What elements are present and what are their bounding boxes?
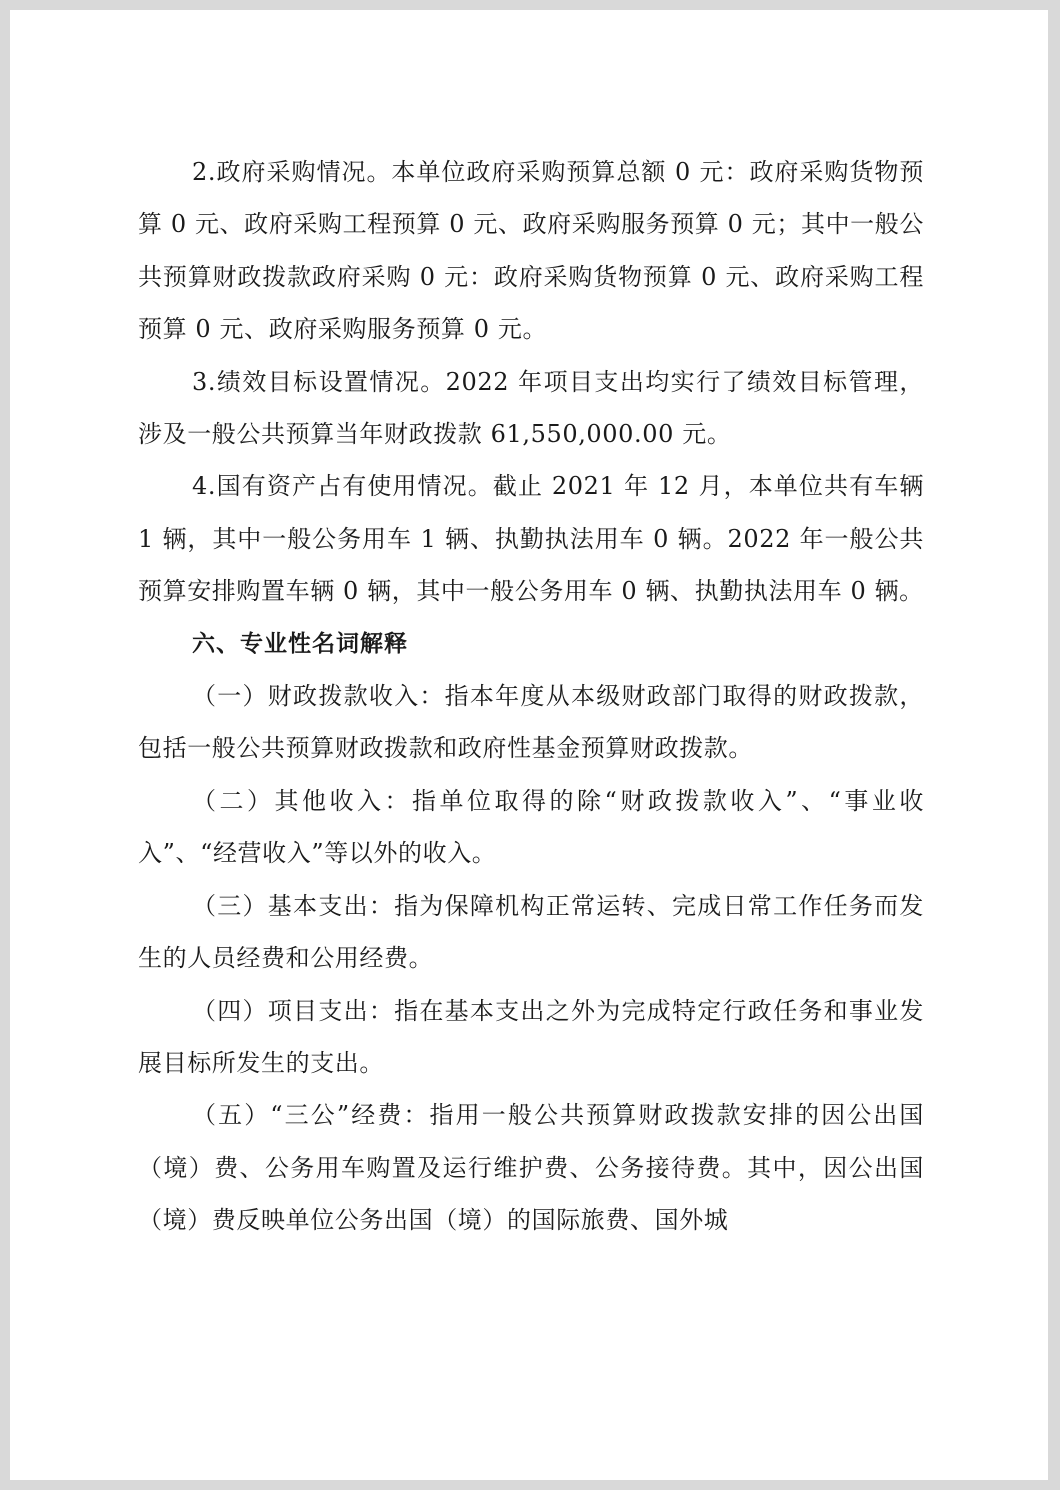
- section-heading: 六、专业性名词解释: [192, 630, 408, 657]
- document-body: [138, 146, 924, 1247]
- definition-project-expenditure: （四）项目支出：指在基本支出之外为完成特定行政任务和事业发展目标所发生的支出。: [138, 996, 924, 1077]
- paragraph-state-assets: 4.国有资产占有使用情况。截止 2021 年 12 月，本单位共有车辆 1 辆，其中一般公务用车 1 辆、执勤执法用车 0 辆。2022 年一般公共预算安排购置车辆 0 辆，其中一般公务用车 0 辆、执勤执法用车 0 辆。: [138, 472, 924, 606]
- definition-three-public-expenses: （五）“三公”经费：指用一般公共预算财政拨款安排的因公出国（境）费、公务用车购置及运行维护费、公务接待费。其中，因公出国（境）费反映单位公务出国（境）的国际旅费、国外城: [138, 1101, 924, 1235]
- definition-other-income: （二）其他收入：指单位取得的除“财政拨款收入”、“事业收入”、“经营收入”等以外的收入。: [138, 786, 924, 868]
- document-page: [10, 10, 1048, 1480]
- paragraph-government-procurement: 2.政府采购情况。本单位政府采购预算总额 0 元：政府采购货物预算 0 元、政府采购工程预算 0 元、政府采购服务预算 0 元；其中一般公共预算财政拨款政府采购 0 元：政府采购货物预算 0 元、政府采购工程预算 0 元、政府采购服务预算 0 元。: [138, 158, 924, 344]
- definition-basic-expenditure: （三）基本支出：指为保障机构正常运转、完成日常工作任务而发生的人员经费和公用经费。: [138, 891, 924, 973]
- paragraph-performance-targets: 3.绩效目标设置情况。2022 年项目支出均实行了绩效目标管理，涉及一般公共预算当年财政拨款 61,550,000.00 元。: [138, 367, 924, 449]
- definition-fiscal-appropriation-income: （一）财政拨款收入：指本年度从本级财政部门取得的财政拨款，包括一般公共预算财政拨款和政府性基金预算财政拨款。: [138, 682, 924, 763]
